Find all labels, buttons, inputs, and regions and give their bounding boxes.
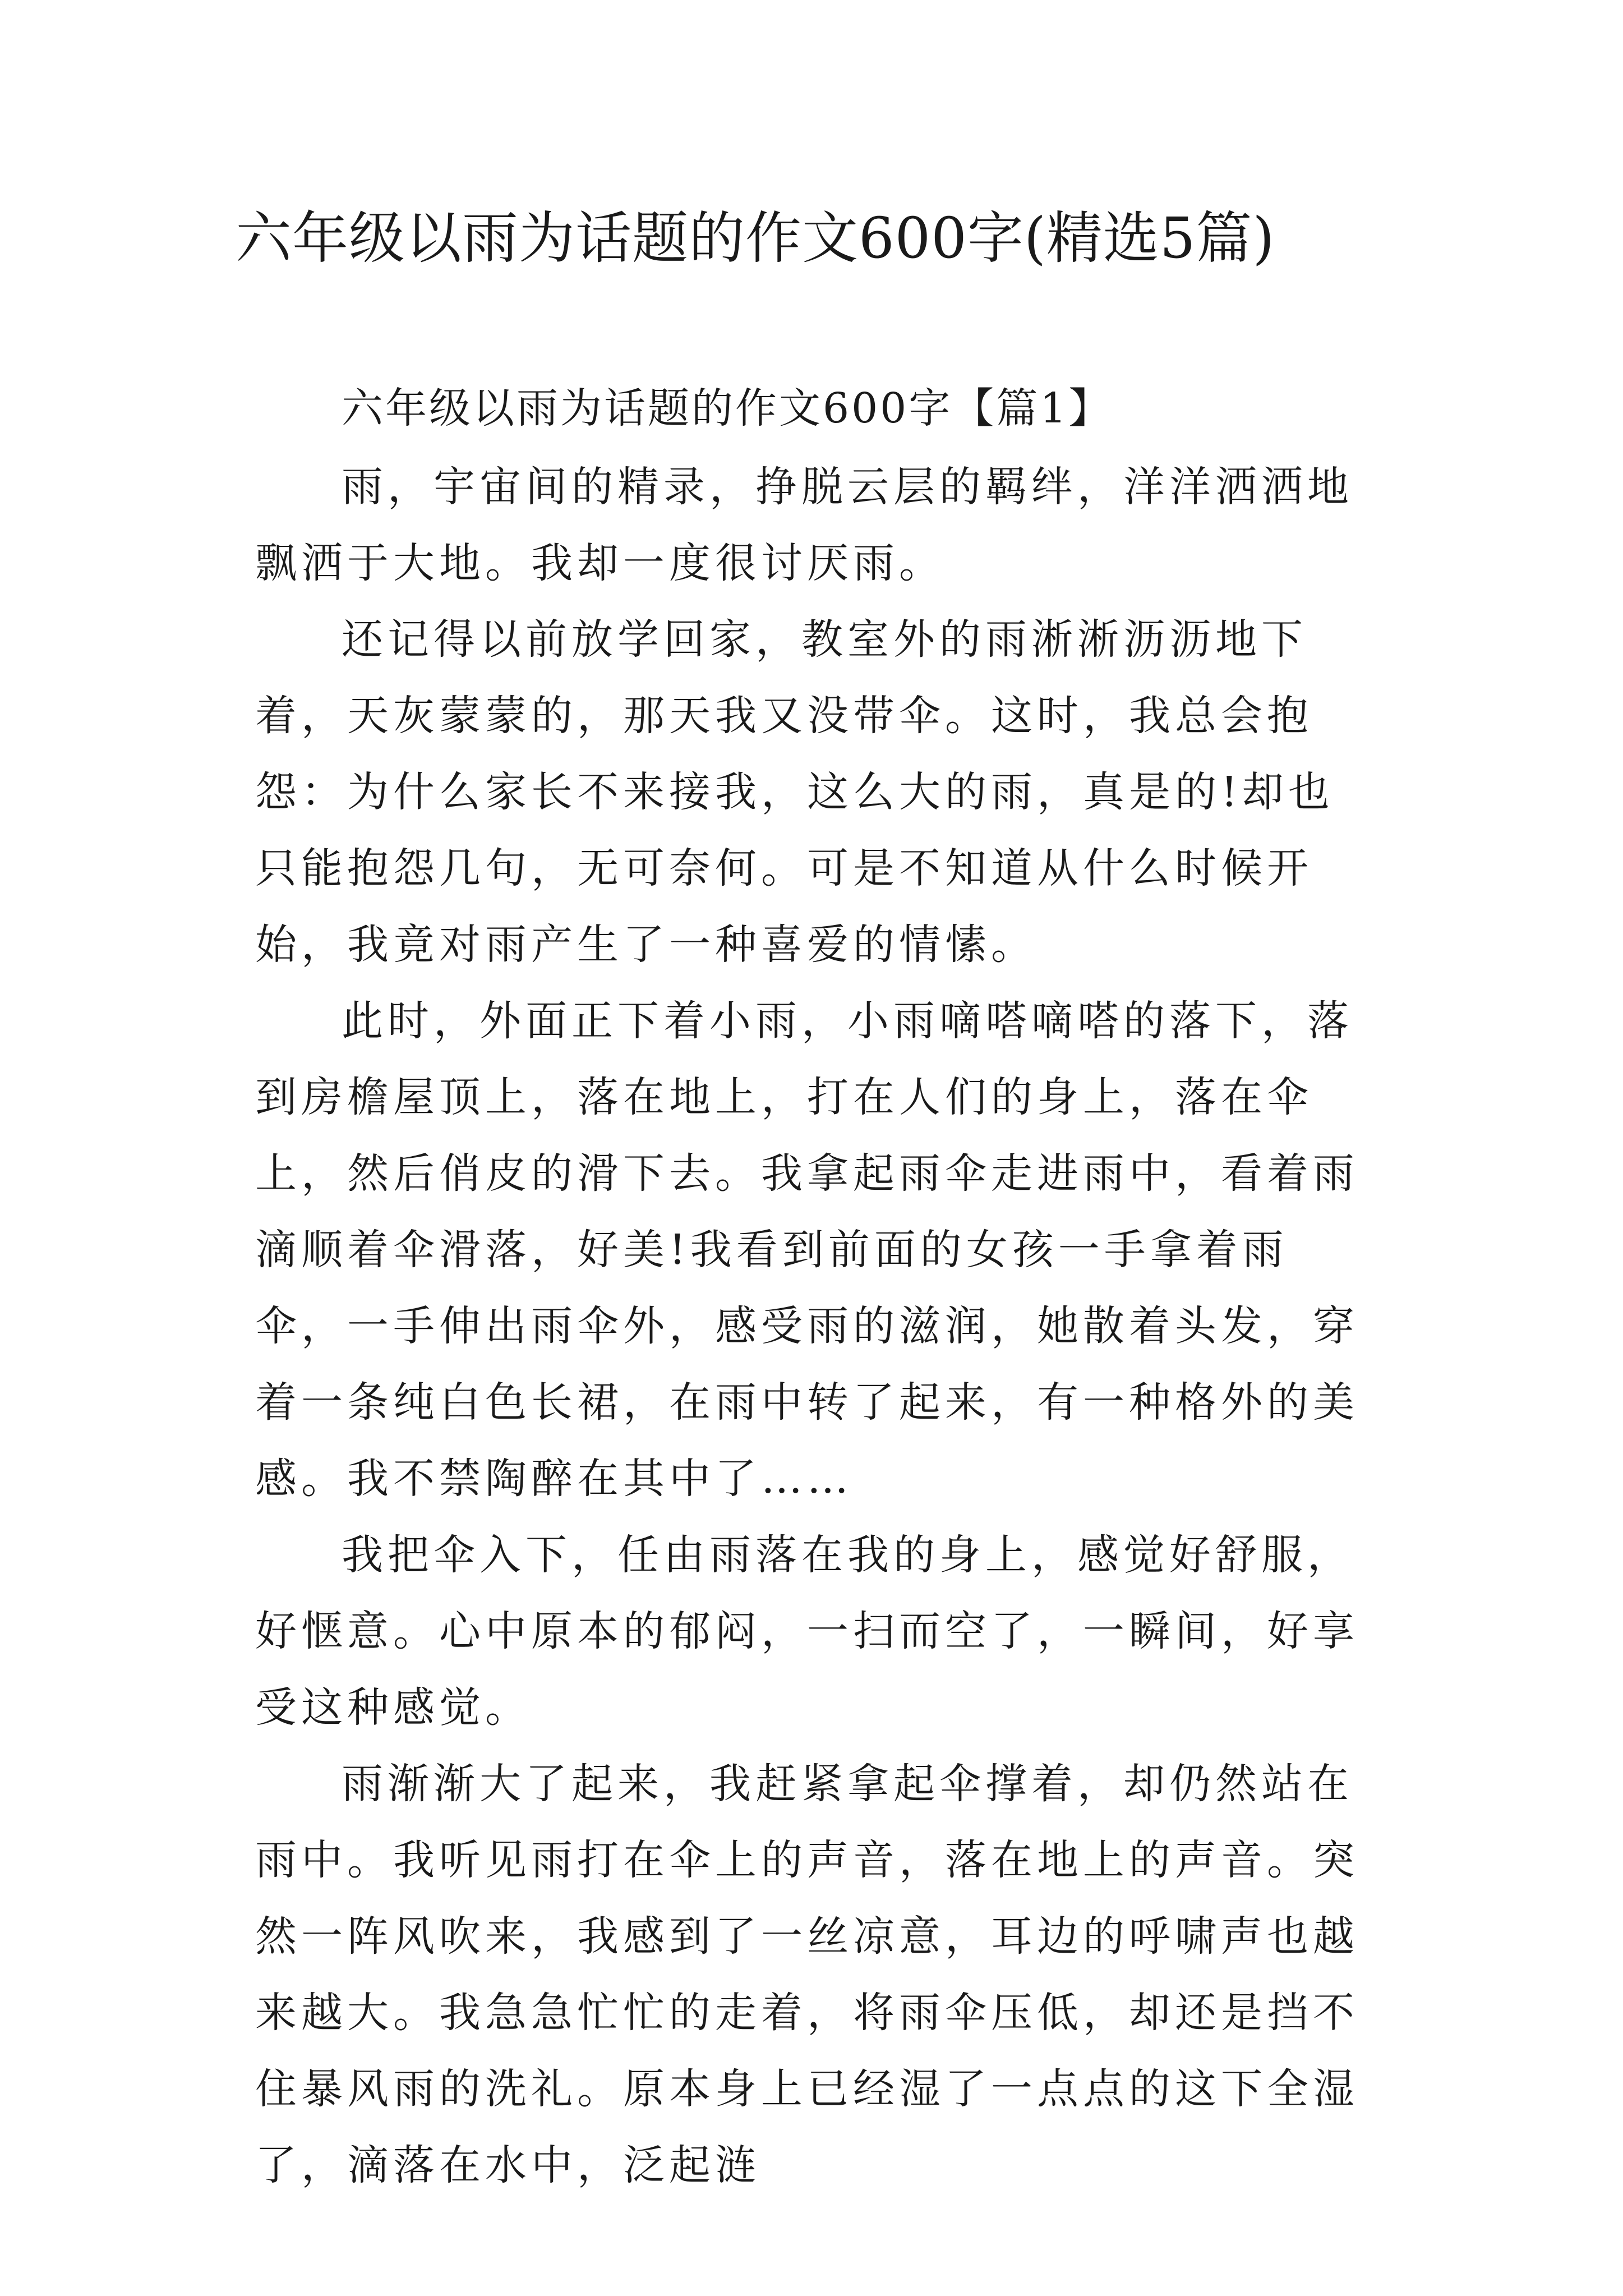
paragraph: 雨，宇宙间的精录，挣脱云层的羁绊，洋洋洒洒地飘洒于大地。我却一度很讨厌雨。 xyxy=(255,463,1353,587)
paragraph: 我把伞入下，任由雨落在我的身上，感觉好舒服，好惬意。心中原本的郁闷，一扫而空了，一瞬间，好享受这种感觉。 xyxy=(255,1531,1359,1732)
paragraph: 雨渐渐大了起来，我赶紧拿起伞撑着，却仍然站在雨中。我听见雨打在伞上的声音，落在地上的声音。突然一阵风吹来，我感到了一丝凉意，耳边的呼啸声也越来越大。我急急忙忙的走着，将雨伞压低，却还是挡不住暴风雨的洗礼。原本身上已经湿了一点点的这下全湿了，滴落在水中，泛起涟 xyxy=(255,1760,1359,2189)
paragraph: 还记得以前放学回家，教室外的雨淅淅沥沥地下着，天灰蒙蒙的，那天我又没带伞。这时，我总会抱怨：为什么家长不来接我，这么大的雨，真是的!却也只能抱怨几句，无可奈何。可是不知道从什么时候开始，我竟对雨产生了一种喜爱的情愫。 xyxy=(255,615,1334,969)
paragraph: 此时，外面正下着小雨，小雨嘀嗒嘀嗒的落下，落到房檐屋顶上，落在地上，打在人们的身上，落在伞上，然后俏皮的滑下去。我拿起雨伞走进雨中，看着雨滴顺着伞滑落，好美!我看到前面的女孩一手拿着雨伞，一手伸出雨伞外，感受雨的滋润，她散着头发，穿着一条纯白色长裙，在雨中转了起来，有一种格外的美感。我不禁陶醉在其中了…… xyxy=(255,997,1359,1503)
document-title: 六年级以雨为话题的作文600字(精选5篇) xyxy=(236,205,1275,271)
section-heading: 六年级以雨为话题的作文600字【篇1】 xyxy=(342,384,1113,432)
document-body xyxy=(255,370,1377,2203)
